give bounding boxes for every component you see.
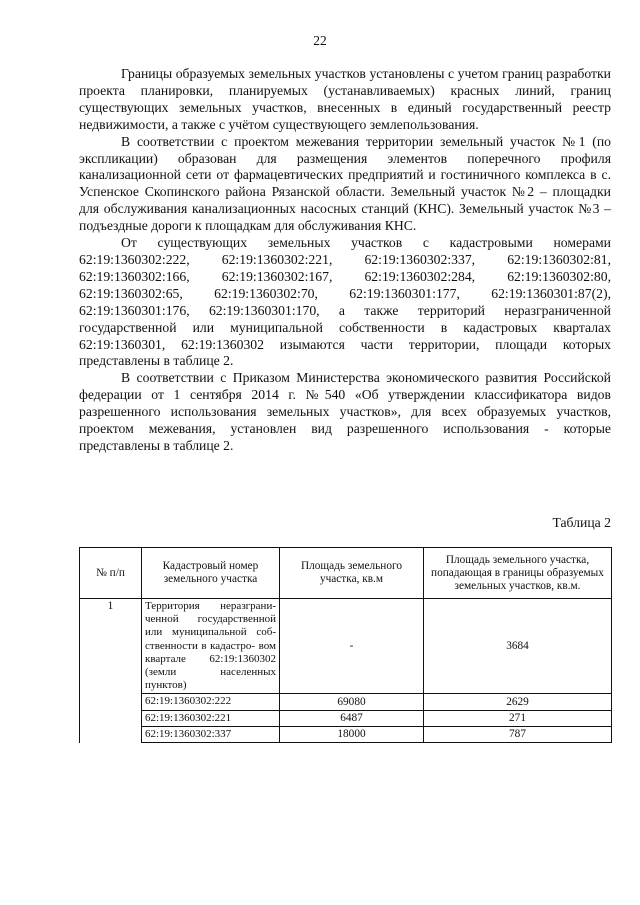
- table-row: [80, 726, 612, 742]
- document-body: [79, 66, 611, 455]
- intersect-cell: 787: [424, 726, 612, 742]
- cadastral-line: Территория неразграни-: [145, 600, 276, 612]
- table-caption: Таблица 2: [552, 515, 611, 530]
- cadastral-line: ченной государственной: [145, 613, 276, 626]
- header-cadastral-number: Кадастровый номер земельного участка: [142, 548, 280, 599]
- table-row: [80, 599, 612, 694]
- cadastral-cell: [142, 599, 280, 694]
- intersect-cell: 2629: [424, 694, 612, 710]
- paragraph: В соответствии с Приказом Министерства экономического развития Российской федерации от 1 сентября 2014 г. №540 «Об утверждении классификатора видов разрешенного использования земельных участков», для всех образуемых участков, проектом межевания, установлен вид разрешенного использования - которые представлены в таблице 2.: [79, 370, 611, 453]
- area-cell: 69080: [280, 694, 424, 710]
- area-cell: 18000: [280, 726, 424, 742]
- row-number: 1: [80, 599, 142, 743]
- page-number: 22: [313, 33, 327, 48]
- table-row: [80, 710, 612, 726]
- cadastral-line: или муниципальной соб-: [145, 626, 276, 639]
- paragraph: Границы образуемых земельных участков установлены с учетом границ разработки проекта планировки, планируемых (устанавливаемых) красных линий, границ существующих земельных участков, внесенных в единый государственный реестр недвижимости, а также с учётом существующего землепользования.: [79, 66, 611, 132]
- paragraph: От существующих земельных участков с кадастровыми номерами 62:19:1360302:222, 62:19:1360302:221, 62:19:1360302:337, 62:19:1360302:81, 62:19:1360302:166, 62:19:1360302:167, 62:19:1360302:284, 62:19:1360302:80, 62:19:1360302:65, 62:19:1360302:70, 62:19:1360301:177, 62:19:1360301:87(2), 62:19:1360301:176, 62:19:1360301:170, а также территорий неразграниченной государственной или муниципальной собственности в кадастровых кварталах 62:19:1360301, 62:19:1360302 изымаются части территории, площади которых представлены в таблице 2.: [79, 235, 611, 369]
- header-number: № п/п: [80, 548, 142, 599]
- cadastral-cell: 62:19:1360302:221: [142, 710, 280, 726]
- cadastral-line: населенных пунктов): [145, 666, 276, 692]
- land-plots-table: [79, 547, 612, 743]
- cadastral-line: вом квартале: [145, 639, 277, 665]
- intersect-cell: 271: [424, 710, 612, 726]
- cadastral-line: ственности в кадастро-: [145, 639, 256, 652]
- cadastral-line: 62:19:1360302 (земли: [145, 652, 276, 679]
- table-row: [80, 694, 612, 710]
- area-cell: 6487: [280, 710, 424, 726]
- intersect-cell: 3684: [424, 599, 612, 694]
- header-intersect-area: Площадь земельного участка, попадающая в границы образуемых земельных участков, кв.м.: [424, 548, 612, 599]
- cadastral-cell: 62:19:1360302:337: [142, 726, 280, 742]
- paragraph: В соответствии с проектом межевания территории земельный участок №1 (по экспликации) образован для размещения элементов поперечного профиля канализационной сети от фармацевтических предприятий и гостиничного комплекса в с. Успенское Скопинского района Рязанской области. Земельный участок №2 – площадки для обслуживания канализационных насосных станций (КНС). Земельный участок №3 – подъездные дороги к площадкам для обслуживания КНС.: [79, 133, 611, 234]
- cadastral-cell: 62:19:1360302:222: [142, 694, 280, 710]
- header-area: Площадь земельного участка, кв.м: [280, 548, 424, 599]
- area-cell: -: [280, 599, 424, 694]
- table-header-row: [80, 548, 612, 599]
